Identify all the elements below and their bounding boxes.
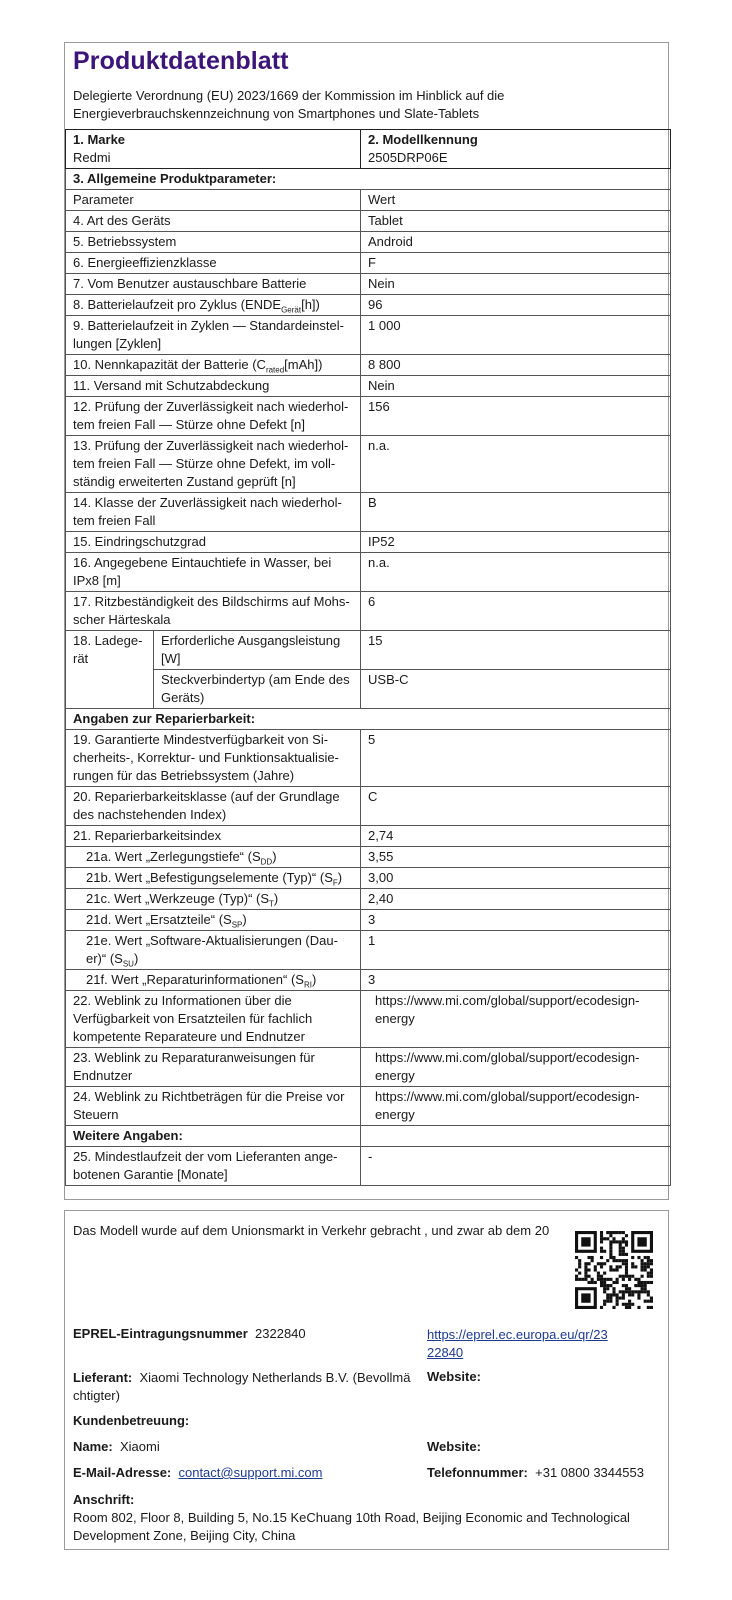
repair-subrow-3-value: 3 xyxy=(361,910,671,931)
repair-subrow-0 xyxy=(66,847,671,868)
label-text: 20. Reparierbarkeitsklasse (auf der Grundlage des nachstehenden Index) xyxy=(73,789,340,822)
repair-row-0-label xyxy=(66,730,361,787)
param-row-5-value: 1 000 xyxy=(361,316,671,355)
repair-subrow-4 xyxy=(66,931,671,970)
repair-subrow-5-value: 3 xyxy=(361,970,671,991)
label-text: 7. Vom Benutzer austauschbare Batterie xyxy=(73,276,307,291)
repair-subrow-1-label xyxy=(66,868,361,889)
address-value: Room 802, Floor 8, Building 5, No.15 KeChuang 10th Road, Beijing Economic and Technological Development Zone, Beijing City, China xyxy=(73,1510,630,1543)
warranty-value: - xyxy=(361,1147,671,1186)
eprel-info-box xyxy=(64,1210,669,1550)
model-cell xyxy=(361,130,671,169)
param-row-9-label xyxy=(66,436,361,493)
eprel-label: EPREL-Eintragungsnummer xyxy=(73,1326,248,1341)
label-text: 9. Batterielaufzeit in Zyklen — Standardeinstel-lungen [Zyklen] xyxy=(73,318,344,351)
label-suffix: ) xyxy=(133,951,139,966)
subscript: RI xyxy=(303,980,312,990)
weblink-row-2-label xyxy=(66,1087,361,1126)
label-text: 19. Garantierte Mindestverfügbarkeit von Si-cherheits-, Korrektur- und Funktionsaktualisie-rungen für das Betriebssystem (Jahre) xyxy=(73,732,339,783)
brand-cell xyxy=(66,130,361,169)
product-parameters-table xyxy=(65,129,671,1186)
param-row-11 xyxy=(66,532,671,553)
eprel-link-line-2[interactable]: 22840 xyxy=(427,1345,464,1360)
repair-subrow-4-label xyxy=(66,931,361,970)
label-text: 10. Nennkapazität der Batterie (C xyxy=(73,357,266,372)
subscript: SU xyxy=(122,959,134,969)
label-suffix: ) xyxy=(272,849,277,864)
label-text: 21. Reparierbarkeitsindex xyxy=(73,828,222,843)
repair-row-0-value: 5 xyxy=(361,730,671,787)
param-row-8-label xyxy=(66,397,361,436)
label-text: 11. Versand mit Schutzabdeckung xyxy=(73,378,270,393)
repair-row-2 xyxy=(66,826,671,847)
param-row-3-label xyxy=(66,274,361,295)
warranty-label: 25. Mindestlaufzeit der vom Lieferanten ange-botenen Garantie [Monate] xyxy=(66,1147,361,1186)
charger-label: 18. Ladege-rät xyxy=(66,631,154,709)
repair-subrow-0-value: 3,55 xyxy=(361,847,671,868)
param-row-6-value: 8 800 xyxy=(361,355,671,376)
param-row-8 xyxy=(66,397,671,436)
charger-power-label: Erforderliche Ausgangsleistung [W] xyxy=(154,631,361,670)
param-row-10-value: B xyxy=(361,493,671,532)
label-text: 21e. Wert „Software-Aktualisierungen (Dau-er)“ (S xyxy=(86,933,338,966)
weblink-row-0-value[interactable]: https://www.mi.com/global/support/ecodesign-energy xyxy=(361,991,671,1048)
param-row-7-label xyxy=(66,376,361,397)
brand-label: 1. Marke xyxy=(73,132,126,147)
param-row-7 xyxy=(66,376,671,397)
label-text: 24. Weblink zu Richtbeträgen für die Preise vor Steuern xyxy=(73,1089,345,1122)
support-phone xyxy=(427,1465,644,1480)
repair-heading: Angaben zur Reparierbarkeit: xyxy=(66,709,671,730)
label-suffix: [h]) xyxy=(301,297,320,312)
repair-subrow-2 xyxy=(66,889,671,910)
param-row-8-value: 156 xyxy=(361,397,671,436)
repair-subrow-3 xyxy=(66,910,671,931)
label-text: 8. Batterielaufzeit pro Zyklus (ENDE xyxy=(73,297,282,312)
column-header-value: Wert xyxy=(361,190,671,211)
param-row-5 xyxy=(66,316,671,355)
param-row-0-value: Tablet xyxy=(361,211,671,232)
param-row-9 xyxy=(66,436,671,493)
param-row-7-value: Nein xyxy=(361,376,671,397)
label-text: 23. Weblink zu Reparaturanweisungen für Endnutzer xyxy=(73,1050,315,1083)
label-text: 21b. Wert „Befestigungselemente (Typ)“ (S xyxy=(86,870,333,885)
label-text: 21d. Wert „Ersatzteile“ (S xyxy=(86,912,232,927)
label-text: 17. Ritzbeständigkeit des Bildschirms auf Mohs-scher Härteskala xyxy=(73,594,350,627)
param-row-1 xyxy=(66,232,671,253)
repair-subrow-0-label xyxy=(66,847,361,868)
eprel-number: 2322840 xyxy=(255,1326,306,1341)
param-row-12-label xyxy=(66,553,361,592)
brand-value: Redmi xyxy=(73,150,111,165)
model-label: 2. Modellkennung xyxy=(368,132,478,147)
repair-row-1-value: C xyxy=(361,787,671,826)
repair-subrow-5-label xyxy=(66,970,361,991)
supplier xyxy=(73,1369,410,1405)
param-row-3-value: Nein xyxy=(361,274,671,295)
label-text: 21f. Wert „Reparaturinformationen“ (S xyxy=(86,972,304,987)
supplier-name-cont: chtigter) xyxy=(73,1388,120,1403)
page-title: Produktdatenblatt xyxy=(73,47,289,75)
phone-value: +31 0800 3344553 xyxy=(535,1465,644,1480)
repair-subrow-4-value: 1 xyxy=(361,931,671,970)
support-email xyxy=(73,1465,322,1480)
repair-row-0 xyxy=(66,730,671,787)
param-row-12-value: n.a. xyxy=(361,553,671,592)
support-website-label: Website: xyxy=(427,1439,481,1454)
name-label: Name: xyxy=(73,1439,113,1454)
param-row-0-label xyxy=(66,211,361,232)
repair-subrow-2-label xyxy=(66,889,361,910)
label-text: 6. Energieeffizienzklasse xyxy=(73,255,217,270)
eprel-registration xyxy=(73,1326,306,1341)
param-row-5-label xyxy=(66,316,361,355)
general-heading: 3. Allgemeine Produktparameter: xyxy=(66,169,671,190)
param-row-11-label xyxy=(66,532,361,553)
param-row-6 xyxy=(66,355,671,376)
customer-support-label: Kundenbetreuung: xyxy=(73,1413,190,1428)
email-label: E-Mail-Adresse: xyxy=(73,1465,172,1480)
label-text: 13. Prüfung der Zuverlässigkeit nach wiederhol-tem freien Fall — Stürze ohne Defekt, im voll-ständig erweiterten Zustand geprüft [n] xyxy=(73,438,349,489)
param-row-13-value: 6 xyxy=(361,592,671,631)
label-text: 22. Weblink zu Informationen über die Verfügbarkeit von Ersatzteilen für fachlich kompetente Reparateure und Endnutzer xyxy=(73,993,313,1044)
column-header-parameter: Parameter xyxy=(66,190,361,211)
param-row-2-value: F xyxy=(361,253,671,274)
repair-row-1-label xyxy=(66,787,361,826)
label-text: 16. Angegebene Eintauchtiefe in Wasser, bei IPx8 [m] xyxy=(73,555,332,588)
further-heading: Weitere Angaben: xyxy=(66,1126,361,1147)
subscript: rated xyxy=(265,365,285,375)
param-row-0 xyxy=(66,211,671,232)
param-row-2 xyxy=(66,253,671,274)
email-link[interactable]: contact@support.mi.com xyxy=(178,1465,323,1480)
label-suffix: [mAh]) xyxy=(284,357,323,372)
param-row-2-label xyxy=(66,253,361,274)
repair-subrow-3-label xyxy=(66,910,361,931)
weblink-row-1 xyxy=(66,1048,671,1087)
weblink-row-2 xyxy=(66,1087,671,1126)
param-row-3 xyxy=(66,274,671,295)
weblink-row-1-label xyxy=(66,1048,361,1087)
weblink-row-1-value[interactable]: https://www.mi.com/global/support/ecodesign-energy xyxy=(361,1048,671,1087)
model-value: 2505DRP06E xyxy=(368,150,448,165)
repair-subrow-1 xyxy=(66,868,671,889)
phone-label: Telefonnummer: xyxy=(427,1465,528,1480)
label-text: 14. Klasse der Zuverlässigkeit nach wiederhol-tem freien Fall xyxy=(73,495,342,528)
param-row-10 xyxy=(66,493,671,532)
repair-subrow-1-value: 3,00 xyxy=(361,868,671,889)
label-text: 12. Prüfung der Zuverlässigkeit nach wiederhol-tem freien Fall — Stürze ohne Defekt [n] xyxy=(73,399,349,432)
param-row-12 xyxy=(66,553,671,592)
charger-connector-value: USB-C xyxy=(361,670,671,709)
param-row-11-value: IP52 xyxy=(361,532,671,553)
param-row-1-label xyxy=(66,232,361,253)
label-suffix: ) xyxy=(273,891,279,906)
support-name xyxy=(73,1439,160,1454)
charger-connector-label: Steckverbindertyp (am Ende des Geräts) xyxy=(154,670,361,709)
label-text: 15. Eindringschutzgrad xyxy=(73,534,206,549)
label-text: 21c. Wert „Werkzeuge (Typ)“ (S xyxy=(86,891,270,906)
further-heading-empty-cell xyxy=(361,1126,671,1147)
supplier-name: Xiaomi Technology Netherlands B.V. (Bevollmä xyxy=(139,1370,411,1385)
subscript: DD xyxy=(260,857,273,867)
weblink-row-2-value[interactable]: https://www.mi.com/global/support/ecodesign-energy xyxy=(361,1087,671,1126)
repair-row-2-value: 2,74 xyxy=(361,826,671,847)
product-data-sheet xyxy=(64,42,669,1200)
name-value: Xiaomi xyxy=(119,1439,160,1454)
param-row-4 xyxy=(66,295,671,316)
repair-subrow-2-value: 2,40 xyxy=(361,889,671,910)
subscript: Gerät xyxy=(281,305,302,315)
subscript: T xyxy=(269,899,274,909)
weblink-row-0-label xyxy=(66,991,361,1048)
repair-subrow-5 xyxy=(66,970,671,991)
repair-row-2-label xyxy=(66,826,361,847)
qr-code-icon[interactable] xyxy=(575,1231,653,1309)
label-text: 5. Betriebssystem xyxy=(73,234,177,249)
market-date-text: Das Modell wurde auf dem Unionsmarkt in Verkehr gebracht , und zwar ab dem 20 xyxy=(73,1223,550,1238)
regulation-subtitle: Delegierte Verordnung (EU) 2023/1669 der Kommission im Hinblick auf die Energieverbrauchskennzeichnung von Smartphones und Slate-Tablets xyxy=(73,88,505,121)
label-suffix: ) xyxy=(337,870,343,885)
param-row-10-label xyxy=(66,493,361,532)
param-row-6-label xyxy=(66,355,361,376)
supplier-label: Lieferant: xyxy=(73,1370,133,1385)
eprel-link-line-1[interactable]: https://eprel.ec.europa.eu/qr/23 xyxy=(427,1327,608,1342)
label-text: 4. Art des Geräts xyxy=(73,213,171,228)
label-suffix: ) xyxy=(311,972,317,987)
charger-power-value: 15 xyxy=(361,631,671,670)
subscript: F xyxy=(332,878,338,888)
param-row-1-value: Android xyxy=(361,232,671,253)
param-row-13-label xyxy=(66,592,361,631)
eprel-link[interactable] xyxy=(427,1326,608,1362)
param-row-4-value: 96 xyxy=(361,295,671,316)
weblink-row-0 xyxy=(66,991,671,1048)
repair-row-1 xyxy=(66,787,671,826)
supplier-website-label: Website: xyxy=(427,1369,481,1384)
address-label: Anschrift: xyxy=(73,1492,135,1507)
param-row-9-value: n.a. xyxy=(361,436,671,493)
label-text: 21a. Wert „Zerlegungstiefe“ (S xyxy=(86,849,261,864)
param-row-13 xyxy=(66,592,671,631)
subscript: SP xyxy=(231,920,243,930)
label-suffix: ) xyxy=(242,912,247,927)
param-row-4-label xyxy=(66,295,361,316)
